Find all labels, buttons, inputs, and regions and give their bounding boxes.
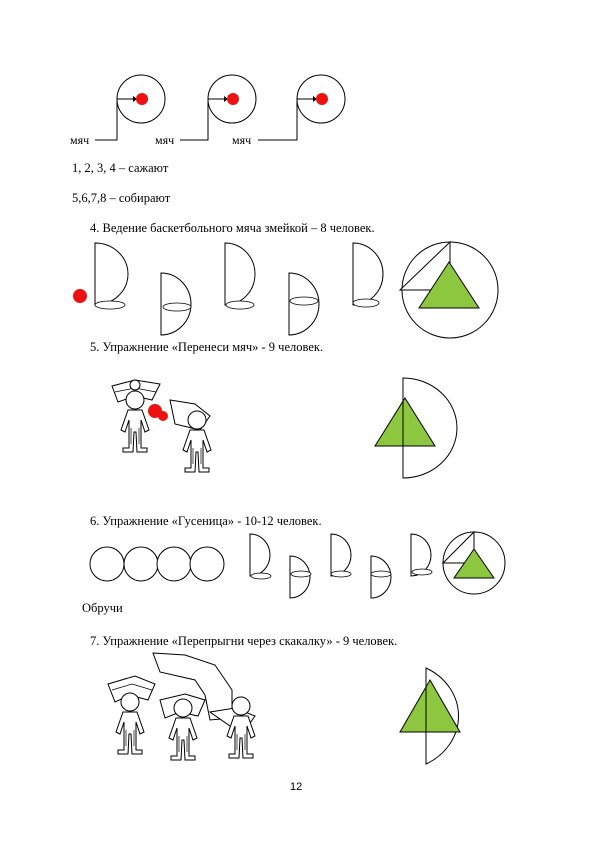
player-marker [371,556,391,598]
coach-marker [375,378,457,478]
coach-marker [400,668,460,764]
ball-label-2: мяч [155,133,175,147]
section-5-heading: 5. Упражнение «Перенеси мяч» - 9 человек. [90,340,324,354]
collect-line: 5,6,7,8 – собирают [72,191,171,205]
player-marker [331,534,351,577]
hoop-2 [180,75,256,140]
seat-line: 1, 2, 3, 4 – сажают [72,161,169,175]
player-marker [250,534,271,579]
ball-icon [73,289,87,303]
dribble-diagram [73,242,498,338]
ball-label-1: мяч [70,133,90,147]
section-4-heading: 4. Ведение баскетбольного мяча змейкой – 8 человек. [90,221,375,235]
player-marker [353,243,383,307]
hoop-3 [258,75,345,140]
player-marker [289,273,319,335]
ball-icon [227,93,239,105]
hoops-label: Обручи [82,601,123,615]
section-6-heading: 6. Упражнение «Гусеница» - 10-12 человек. [90,514,322,528]
hoop-ball-diagram [95,75,345,140]
player-marker [95,243,128,309]
ball-icon [158,411,168,421]
section-7-heading: 7. Упражнение «Перепрыгни через скакалку» - 9 человек. [90,634,398,648]
player-marker [161,273,191,335]
hoops-row [90,547,224,581]
player-marker [411,534,432,576]
jump-rope-diagram [108,653,460,764]
ball-icon [316,93,328,105]
hoop-1 [95,75,165,140]
ball-label-3: мяч [232,133,252,147]
ball-icon [136,93,148,105]
carry-ball-diagram [112,378,457,478]
coach-marker [400,242,498,338]
caterpillar-diagram [90,532,505,598]
player-marker [225,243,255,309]
coach-marker [443,532,505,594]
page-number: 12 [290,781,303,793]
player-marker [290,556,311,598]
